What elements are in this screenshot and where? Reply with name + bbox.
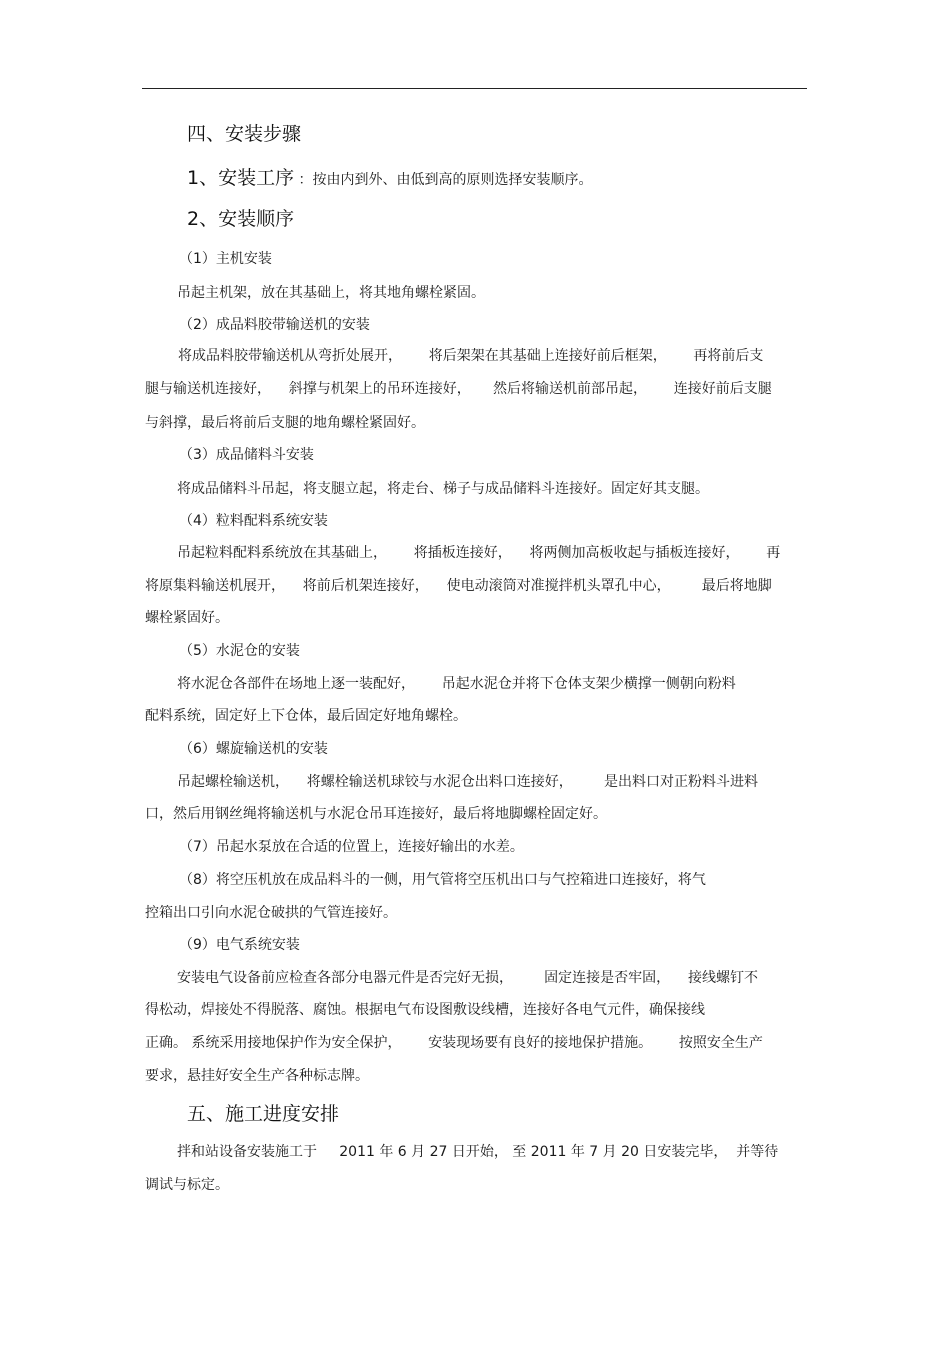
item-6-line-1: 吊起螺栓输送机， 将螺栓输送机球铰与水泥仓出料口连接好， 是出料口对正粉料斗进料 [177, 774, 758, 790]
item-4-title: （4）粒料配料系统安装 [179, 513, 328, 529]
item-9-line-4: 要求，悬挂好安全生产各种标志牌。 [145, 1068, 369, 1084]
item-9-line-2: 得松动，焊接处不得脱落、腐蚀。根据电气布设图敷设线槽，连接好各电气元件，确保接线 [145, 1002, 705, 1018]
item-9-title: （9）电气系统安装 [179, 937, 300, 953]
item-4-line-3: 螺栓紧固好。 [145, 610, 229, 626]
item-1-title: （1）主机安装 [179, 251, 272, 267]
step-1 [187, 163, 849, 190]
item-6-title: （6）螺旋输送机的安装 [179, 741, 328, 757]
item-2-line-3: 与斜撑，最后将前后支腿的地角螺栓紧固好。 [145, 415, 425, 431]
item-5-line-2: 配料系统，固定好上下仓体，最后固定好地角螺栓。 [145, 708, 467, 724]
item-4-line-2: 将原集料输送机展开， 将前后机架连接好， 使电动滚筒对准搅拌机头罩孔中心， 最后将地脚 [145, 578, 772, 594]
item-9-line-3: 正确。 系统采用接地保护作为安全保护， 安装现场要有良好的接地保护措施。 按照安全生产 [145, 1035, 763, 1051]
item-3-title: （3）成品储料斗安装 [179, 447, 314, 463]
item-2-line-2: 腿与输送机连接好， 斜撑与机架上的吊环连接好， 然后将输送机前部吊起， 连接好前后支腿 [145, 381, 772, 397]
item-9-line-1: 安装电气设备前应检查各部分电器元件是否完好无损， 固定连接是否牢固， 接线螺钉不 [177, 970, 758, 986]
step-1-note: ：按由内到外、由低到高的原则选择安装顺序。 [298, 172, 593, 188]
item-8-title: （8）将空压机放在成品料斗的一侧，用气管将空压机出口与气控箱进口连接好，将气 [179, 872, 706, 888]
item-5-title: （5）水泥仓的安装 [179, 643, 300, 659]
item-8-line-1: 控箱出口引向水泥仓破拱的气管连接好。 [145, 905, 397, 921]
step-1-heading: 1、安装工序 [187, 167, 295, 189]
item-6-line-2: 口，然后用钢丝绳将输送机与水泥仓吊耳连接好，最后将地脚螺栓固定好。 [145, 806, 607, 822]
item-1-line-1: 吊起主机架，放在其基础上，将其地角螺栓紧固。 [177, 285, 485, 301]
item-4-line-1: 吊起粒料配料系统放在其基础上， 将插板连接好， 将两侧加高板收起与插板连接好， 再 [177, 545, 781, 561]
item-2-title: （2）成品料胶带输送机的安装 [179, 317, 370, 333]
section-4-heading: 四、安装步骤 [187, 123, 302, 145]
item-2-line-1: 将成品料胶带输送机从弯折处展开， 将后架架在其基础上连接好前后框架， 再将前后支 [178, 348, 764, 364]
section-5-heading: 五、施工进度安排 [187, 1103, 340, 1125]
schedule-line-2: 调试与标定。 [145, 1177, 229, 1193]
item-3-line-1: 将成品储料斗吊起，将支腿立起，将走台、梯子与成品储料斗连接好。固定好其支腿。 [177, 481, 709, 497]
item-7-title: （7）吊起水泵放在合适的位置上，连接好输出的水差。 [179, 839, 524, 855]
schedule-line-1: 拌和站设备安装施工于 2011 年 6 月 27 日开始， 至 2011 年 7 月 20 日安装完毕， 并等待 [177, 1144, 779, 1160]
header-rule [142, 88, 807, 89]
item-5-line-1: 将水泥仓各部件在场地上逐一装配好， 吊起水泥仓并将下仓体支架少横撑一侧朝向粉料 [177, 676, 736, 692]
item-2-paragraph [145, 345, 807, 365]
step-2-heading: 2、安装顺序 [187, 208, 295, 230]
